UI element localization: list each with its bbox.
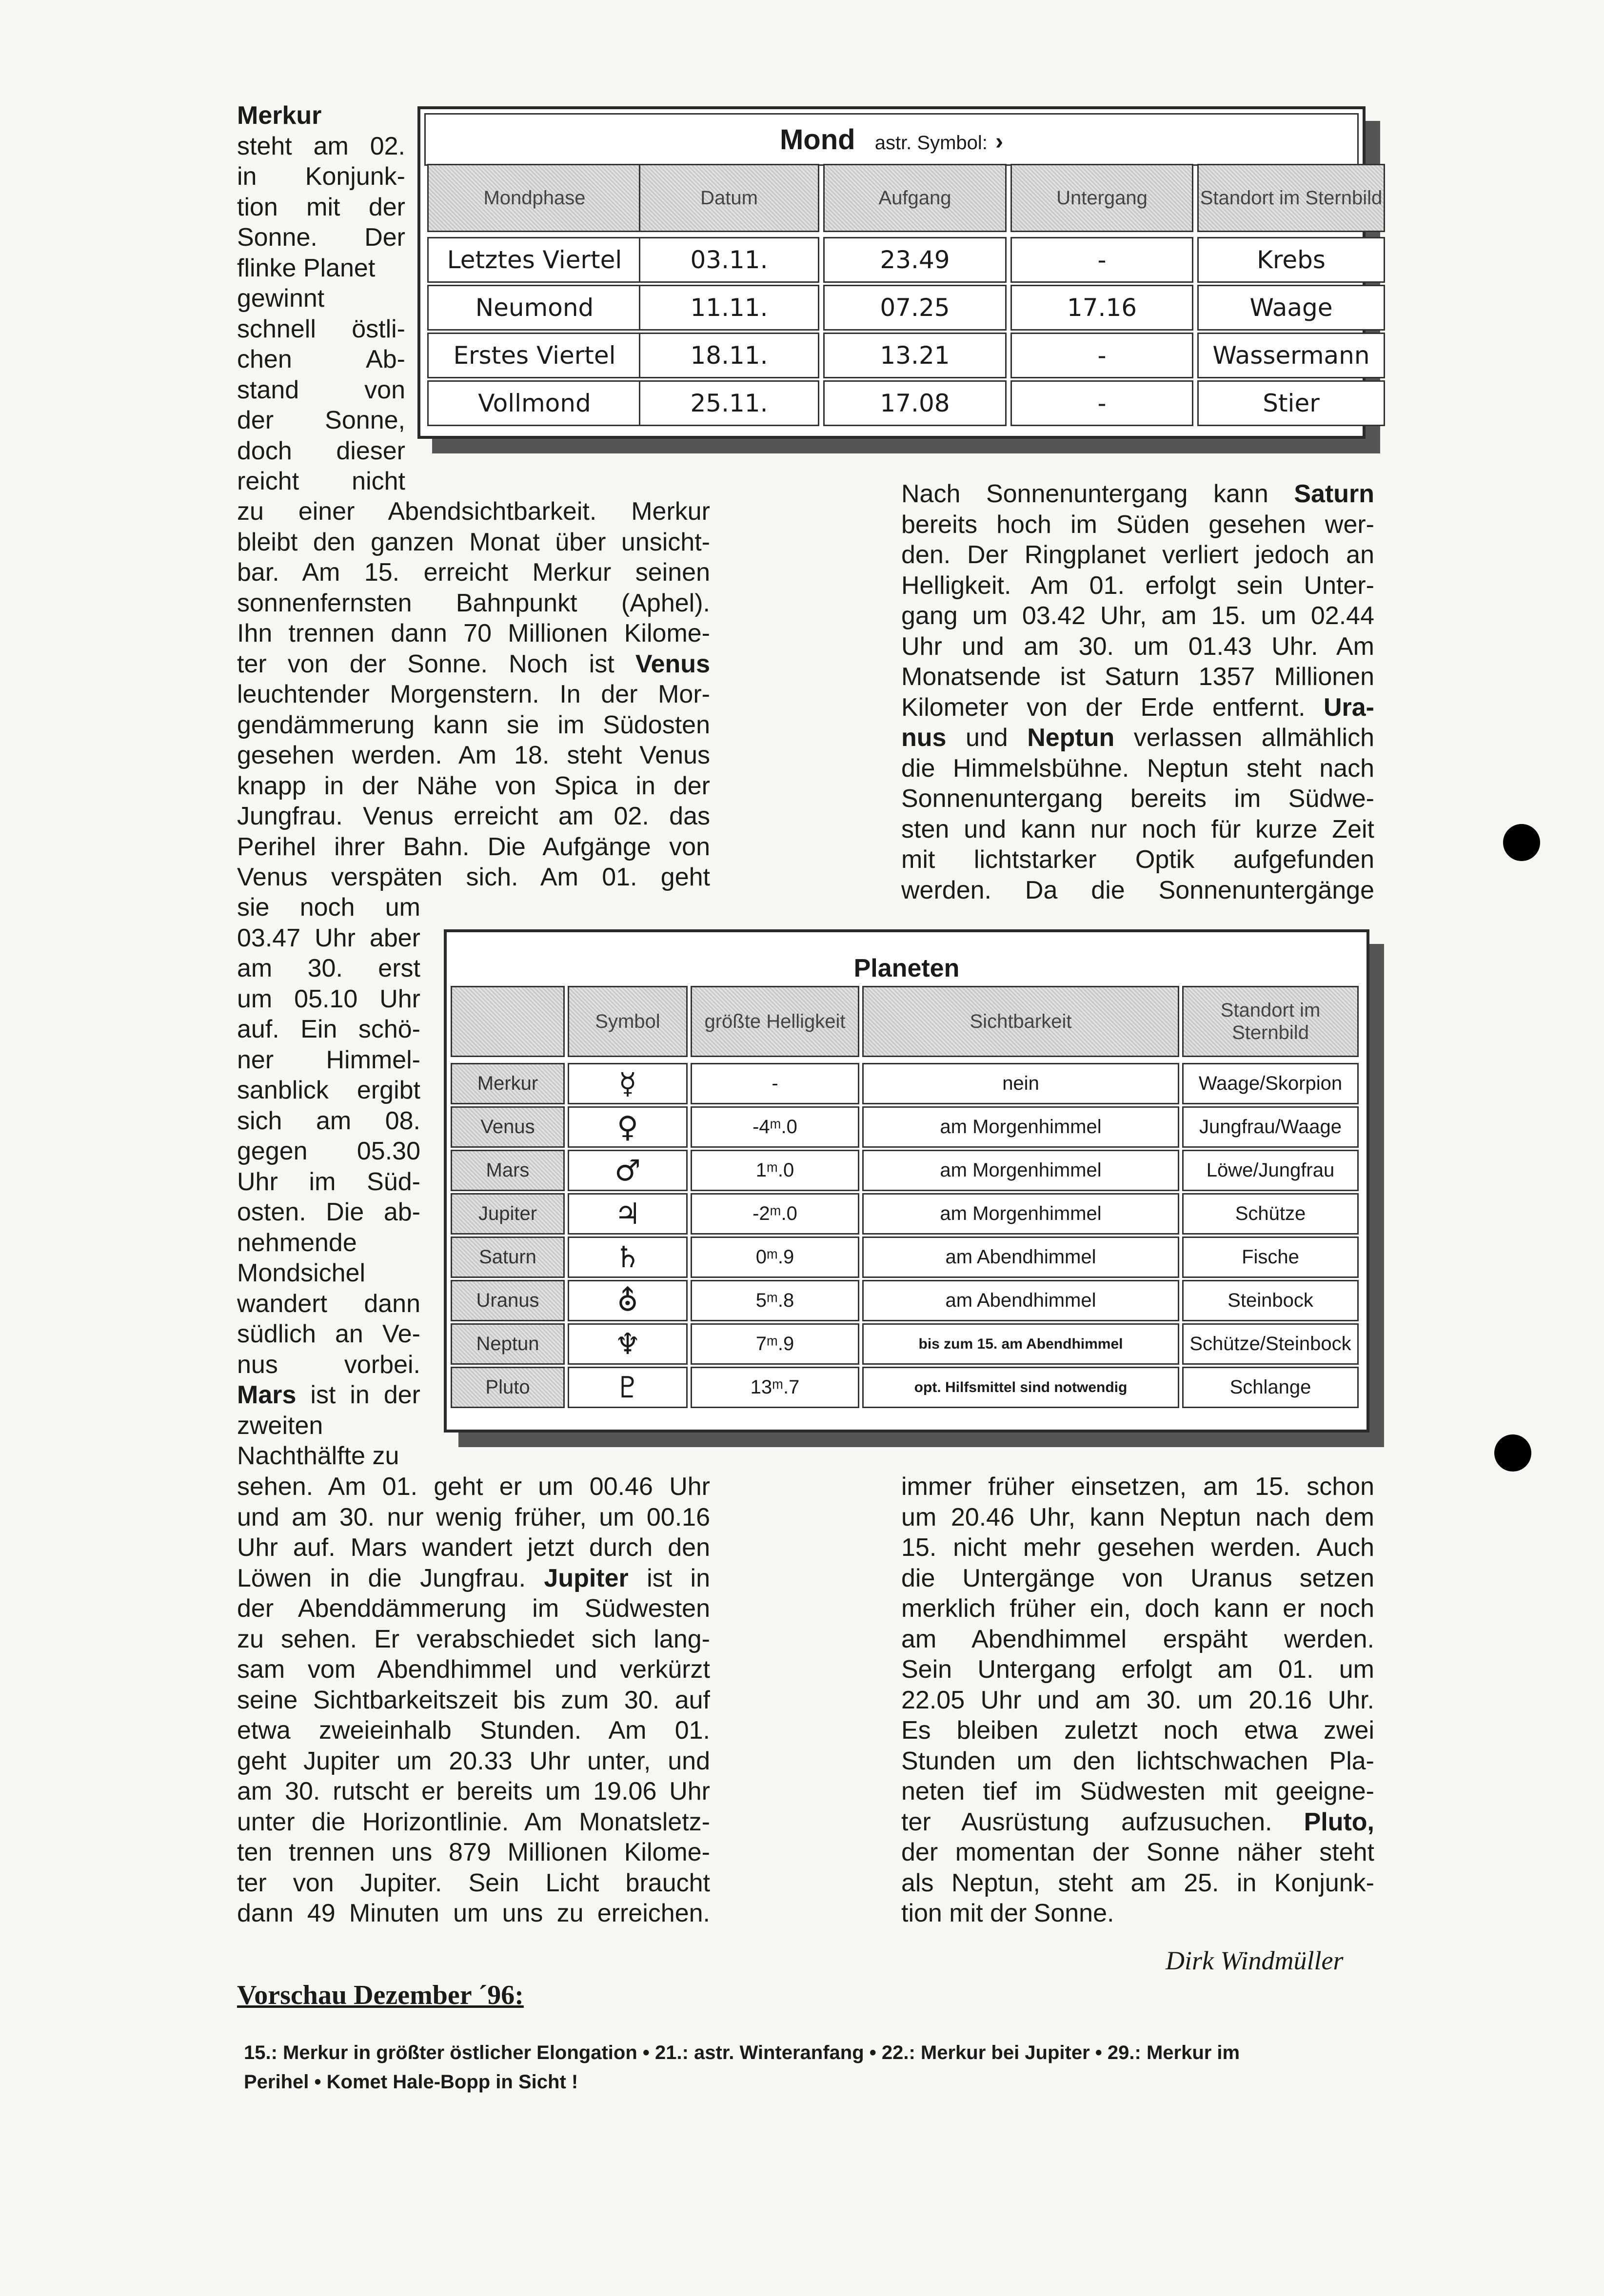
text-line: Uhr und am 30. um 01.43 Uhr. Am bbox=[901, 632, 1374, 661]
punch-hole bbox=[1494, 1434, 1531, 1472]
planet-brightness-cell: 1ᵐ.0 bbox=[691, 1150, 859, 1191]
mond-data-cell: Stier bbox=[1197, 380, 1385, 426]
text-line: südlich an Ve- bbox=[237, 1320, 420, 1348]
text-line: etwa zweieinhalb Stunden. Am 01. bbox=[237, 1716, 710, 1745]
text-line: bleibt den ganzen Monat über unsicht- bbox=[237, 528, 710, 556]
text-line: Sonnenuntergang bereits im Südwe- bbox=[901, 785, 1374, 813]
text-line: ner Himmel- bbox=[237, 1045, 420, 1074]
text-line: flinke Planet bbox=[237, 254, 376, 282]
mond-header-cell: Standort im Sternbild bbox=[1197, 164, 1385, 232]
mond-data-cell: 17.08 bbox=[823, 380, 1007, 426]
text-line: sten und kann nur noch für kurze Zeit bbox=[901, 815, 1374, 844]
text-line: geht Jupiter um 20.33 Uhr unter, und bbox=[237, 1747, 710, 1775]
text-line: Monatsende ist Saturn 1357 Millionen bbox=[901, 663, 1374, 691]
text-line: bereits hoch im Süden gesehen wer- bbox=[901, 510, 1374, 539]
column-1-narrow bbox=[237, 892, 420, 1472]
planeten-header-cell: Sichtbarkeit bbox=[862, 986, 1179, 1057]
planet-symbol-icon: ♄ bbox=[568, 1236, 688, 1278]
text-line: der momentan der Sonne näher steht bbox=[901, 1838, 1374, 1866]
text-line: Stunden um den lichtschwachen Pla- bbox=[901, 1747, 1374, 1775]
text-line: Perihel ihrer Bahn. Die Aufgänge von bbox=[237, 832, 710, 861]
text-line: osten. Die ab- bbox=[237, 1198, 420, 1226]
planet-name-cell: Pluto bbox=[451, 1367, 565, 1408]
text-line: Kilometer von der Erde entfernt. Ura- bbox=[901, 693, 1374, 722]
planet-symbol-icon: ♀ bbox=[568, 1106, 688, 1148]
text-line: ten trennen uns 879 Millionen Kilome- bbox=[237, 1838, 710, 1866]
column-2-bottom bbox=[901, 1472, 1374, 1929]
text-line: Helligkeit. Am 01. erfolgt sein Unter- bbox=[901, 571, 1374, 600]
mond-data-cell: Waage bbox=[1197, 285, 1385, 331]
text-line: sanblick ergibt bbox=[237, 1076, 420, 1104]
planet-symbol-icon: ♂ bbox=[568, 1150, 688, 1191]
text-line: die Untergänge von Uranus setzen bbox=[901, 1564, 1374, 1592]
text-line: der Sonne, bbox=[237, 406, 405, 434]
text-line: am 30. rutscht er bereits um 19.06 Uhr bbox=[237, 1777, 710, 1805]
planet-brightness-cell: -2ᵐ.0 bbox=[691, 1193, 859, 1235]
text-line: Merkur bbox=[237, 101, 322, 130]
text-line: gewinnt bbox=[237, 284, 325, 313]
text-line: Mondsichel bbox=[237, 1259, 366, 1287]
column-2-top bbox=[901, 479, 1374, 905]
text-line: den. Der Ringplanet verliert jedoch an bbox=[901, 541, 1374, 569]
planet-position-cell: Jungfrau/Waage bbox=[1182, 1106, 1359, 1148]
text-line: sam vom Abendhimmel und verkürzt bbox=[237, 1655, 710, 1684]
neptun-heading: Neptun bbox=[1027, 724, 1115, 752]
text-line: schnell östli- bbox=[237, 314, 405, 343]
planet-position-cell: Löwe/Jungfrau bbox=[1182, 1150, 1359, 1191]
mond-symbol-label: astr. Symbol: bbox=[874, 132, 988, 154]
mond-phase-cell: Letztes Viertel bbox=[427, 237, 642, 283]
planeten-corner-cell bbox=[451, 986, 565, 1057]
mond-data-cell: 07.25 bbox=[823, 285, 1007, 331]
saturn-heading: Saturn bbox=[1294, 480, 1374, 508]
text-line: immer früher einsetzen, am 15. schon bbox=[901, 1472, 1374, 1501]
planet-visibility-cell: am Abendhimmel bbox=[862, 1236, 1179, 1278]
mond-phase-cell: Vollmond bbox=[427, 380, 642, 426]
mond-phase-cell: Erstes Viertel bbox=[427, 333, 642, 378]
text-line: Uhr im Süd- bbox=[237, 1167, 420, 1196]
text-line: die Himmelsbühne. Neptun steht nach bbox=[901, 754, 1374, 783]
text-line: als Neptun, steht am 25. in Konjunk- bbox=[901, 1868, 1374, 1897]
text-line: nehmende bbox=[237, 1228, 357, 1257]
planeten-table bbox=[444, 929, 1369, 1433]
text-line: nus vorbei. bbox=[237, 1350, 420, 1379]
planeten-header-cell: Standort im Sternbild bbox=[1182, 986, 1359, 1057]
text-line: nus und Neptun verlassen allmählich bbox=[901, 724, 1374, 752]
text-line: chen Ab- bbox=[237, 345, 405, 373]
moon-symbol-icon: › bbox=[995, 129, 1004, 155]
planet-name-cell: Neptun bbox=[451, 1323, 565, 1365]
mars-heading: Mars bbox=[237, 1381, 297, 1409]
planet-name-cell: Mars bbox=[451, 1150, 565, 1191]
venus-heading: Venus bbox=[635, 649, 710, 678]
mond-title: Mond bbox=[779, 124, 855, 156]
mond-header-cell: Datum bbox=[639, 164, 819, 232]
planeten-title: Planeten bbox=[853, 954, 960, 982]
planet-position-cell: Steinbock bbox=[1182, 1280, 1359, 1321]
planet-visibility-cell: am Abendhimmel bbox=[862, 1280, 1179, 1321]
planet-visibility-cell: nein bbox=[862, 1063, 1179, 1104]
pluto-heading: Pluto, bbox=[1304, 1807, 1374, 1836]
text-line: wandert dann bbox=[237, 1289, 420, 1318]
planet-position-cell: Waage/Skorpion bbox=[1182, 1063, 1359, 1104]
mond-data-cell: 11.11. bbox=[639, 285, 819, 331]
text-line: zu einer Abendsichtbarkeit. Merkur bbox=[237, 497, 710, 526]
planet-name-cell: Uranus bbox=[451, 1280, 565, 1321]
mond-title-bar bbox=[424, 113, 1359, 166]
text-line: bar. Am 15. erreicht Merkur seinen bbox=[237, 558, 710, 587]
text-line: ter von der Sonne. Noch ist Venus bbox=[237, 649, 710, 678]
text-line: Nachthälfte zu bbox=[237, 1442, 399, 1470]
planet-position-cell: Schütze bbox=[1182, 1193, 1359, 1235]
text-line: werden. Da die Sonnenuntergänge bbox=[901, 876, 1374, 904]
text-line: neten tief im Südwesten mit geeigne- bbox=[901, 1777, 1374, 1805]
planet-brightness-cell: - bbox=[691, 1063, 859, 1104]
planet-symbol-icon: ⛢ bbox=[568, 1280, 688, 1321]
mond-phase-cell: Neumond bbox=[427, 285, 642, 331]
text-line: Jungfrau. Venus erreicht am 02. das bbox=[237, 802, 710, 830]
mond-header-cell: Mondphase bbox=[427, 164, 642, 232]
text-line: ter Ausrüstung aufzusuchen. Pluto, bbox=[901, 1807, 1374, 1836]
mond-data-cell: - bbox=[1010, 237, 1193, 283]
mond-data-cell: 17.16 bbox=[1010, 285, 1193, 331]
jupiter-heading: Jupiter bbox=[544, 1564, 629, 1592]
text-line: sich am 08. bbox=[237, 1106, 420, 1135]
mond-data-cell: - bbox=[1010, 333, 1193, 378]
planet-name-cell: Merkur bbox=[451, 1063, 565, 1104]
planet-name-cell: Venus bbox=[451, 1106, 565, 1148]
mond-data-cell: Wassermann bbox=[1197, 333, 1385, 378]
text-line: und am 30. nur wenig früher, um 00.16 bbox=[237, 1503, 710, 1531]
text-line: stand von bbox=[237, 375, 405, 404]
planeten-header-cell: größte Helligkeit bbox=[691, 986, 859, 1057]
text-line: knapp in der Nähe von Spica in der bbox=[237, 771, 710, 800]
planet-visibility-cell: am Morgenhimmel bbox=[862, 1150, 1179, 1191]
punch-hole bbox=[1503, 824, 1540, 861]
text-line: Es bleiben zuletzt noch etwa zwei bbox=[901, 1716, 1374, 1745]
text-line: zu sehen. Er verabschiedet sich lang- bbox=[237, 1625, 710, 1653]
text-line: 03.47 Uhr aber bbox=[237, 923, 420, 952]
text-line: am 30. erst bbox=[237, 954, 420, 982]
planet-visibility-cell: bis zum 15. am Abendhimmel bbox=[862, 1323, 1179, 1365]
planet-position-cell: Schlange bbox=[1182, 1367, 1359, 1408]
text-line: gesehen werden. Am 18. steht Venus bbox=[237, 741, 710, 769]
text-line: tion mit der bbox=[237, 193, 405, 221]
text-line: tion mit der Sonne. bbox=[901, 1899, 1114, 1927]
planet-brightness-cell: 7ᵐ.9 bbox=[691, 1323, 859, 1365]
text-line: der Abenddämmerung im Südwesten bbox=[237, 1594, 710, 1623]
text-line: 15. nicht mehr gesehen werden. Auch bbox=[901, 1533, 1374, 1562]
uranus-heading: Ura- bbox=[1323, 693, 1374, 722]
text-line: gendämmerung kann sie im Südosten bbox=[237, 710, 710, 739]
text-line: 22.05 Uhr und am 30. um 20.16 Uhr. bbox=[901, 1686, 1374, 1714]
planeten-header-cell: Symbol bbox=[568, 986, 688, 1057]
planet-visibility-cell: am Morgenhimmel bbox=[862, 1106, 1179, 1148]
column-1-top bbox=[237, 100, 405, 497]
text-line: Ihn trennen dann 70 Millionen Kilome- bbox=[237, 619, 710, 648]
text-line: in Konjunk- bbox=[237, 162, 405, 191]
text-line: um 05.10 Uhr bbox=[237, 984, 420, 1013]
mond-table bbox=[417, 106, 1383, 439]
text-line: reicht nicht bbox=[237, 467, 405, 495]
planet-brightness-cell: 0ᵐ.9 bbox=[691, 1236, 859, 1278]
text-line: am Abendhimmel erspäht werden. bbox=[901, 1625, 1374, 1653]
text-line: leuchtender Morgenstern. In der Mor- bbox=[237, 680, 710, 708]
mond-data-cell: 25.11. bbox=[639, 380, 819, 426]
mond-data-cell: - bbox=[1010, 380, 1193, 426]
text-line: dann 49 Minuten um uns zu erreichen. bbox=[237, 1899, 710, 1927]
author-signature: Dirk Windmüller bbox=[1166, 1946, 1344, 1975]
planet-brightness-cell: -4ᵐ.0 bbox=[691, 1106, 859, 1148]
planet-visibility-cell: am Morgenhimmel bbox=[862, 1193, 1179, 1235]
planet-name-cell: Saturn bbox=[451, 1236, 565, 1278]
text-line: gang um 03.42 Uhr, am 15. um 02.44 bbox=[901, 602, 1374, 630]
text-line: sie noch um bbox=[237, 893, 420, 922]
text-line: gegen 05.30 bbox=[237, 1137, 420, 1165]
preview-title: Vorschau Dezember ´96: bbox=[237, 1980, 524, 2010]
planet-name-cell: Jupiter bbox=[451, 1193, 565, 1235]
column-1-mid bbox=[237, 496, 710, 893]
mond-data-cell: 03.11. bbox=[639, 237, 819, 283]
text-line: Sonne. Der bbox=[237, 223, 405, 252]
text-line: auf. Ein schö- bbox=[237, 1015, 420, 1043]
text-line: doch dieser bbox=[237, 436, 405, 465]
planet-brightness-cell: 5ᵐ.8 bbox=[691, 1280, 859, 1321]
mond-data-cell: 13.21 bbox=[823, 333, 1007, 378]
text-line: steht am 02. bbox=[237, 132, 405, 160]
text-line: merklich früher ein, doch kann er noch bbox=[901, 1594, 1374, 1623]
text-line: sonnenfernsten Bahnpunkt (Aphel). bbox=[237, 589, 710, 617]
mond-header-cell: Aufgang bbox=[823, 164, 1007, 232]
text-line: Sein Untergang erfolgt am 01. um bbox=[901, 1655, 1374, 1684]
planet-symbol-icon: ♆ bbox=[568, 1323, 688, 1365]
planet-position-cell: Schütze/Steinbock bbox=[1182, 1323, 1359, 1365]
planet-symbol-icon: ♃ bbox=[568, 1193, 688, 1235]
text-line: sehen. Am 01. geht er um 00.46 Uhr bbox=[237, 1472, 710, 1501]
planet-symbol-icon: ☿ bbox=[568, 1063, 688, 1104]
text-line: mit lichtstarker Optik aufgefunden bbox=[901, 845, 1374, 874]
text-line: um 20.46 Uhr, kann Neptun nach dem bbox=[901, 1503, 1374, 1531]
mond-header-cell: Untergang bbox=[1010, 164, 1193, 232]
mond-data-cell: 23.49 bbox=[823, 237, 1007, 283]
mond-data-cell: Krebs bbox=[1197, 237, 1385, 283]
text-line: seine Sichtbarkeitszeit bis zum 30. auf bbox=[237, 1686, 710, 1714]
planet-position-cell: Fische bbox=[1182, 1236, 1359, 1278]
planet-symbol-icon: ♇ bbox=[568, 1367, 688, 1408]
text-line: zweiten bbox=[237, 1411, 323, 1440]
text-line: Uhr auf. Mars wandert jetzt durch den bbox=[237, 1533, 710, 1562]
text-line: ter von Jupiter. Sein Licht braucht bbox=[237, 1868, 710, 1897]
text-line: Nach Sonnenuntergang kann Saturn bbox=[901, 480, 1374, 508]
preview-text: 15.: Merkur in größter östlicher Elongation • 21.: astr. Winteranfang • 22.: Merkur bei Jupiter • 29.: Merkur im Perihel • Komet Hale-Bopp in Sicht ! bbox=[244, 2042, 1240, 2093]
text-line: Löwen in die Jungfrau. Jupiter ist in bbox=[237, 1564, 711, 1592]
mond-data-cell: 18.11. bbox=[639, 333, 819, 378]
text-line: Mars ist in der bbox=[237, 1381, 420, 1409]
planet-brightness-cell: 13ᵐ.7 bbox=[691, 1367, 859, 1408]
text-line: Venus verspäten sich. Am 01. geht bbox=[237, 863, 710, 891]
column-1-bottom bbox=[237, 1472, 710, 1929]
text-line: unter die Horizontlinie. Am Monatsletz- bbox=[237, 1807, 710, 1836]
planet-visibility-cell: opt. Hilfsmittel sind notwendig bbox=[862, 1367, 1179, 1408]
